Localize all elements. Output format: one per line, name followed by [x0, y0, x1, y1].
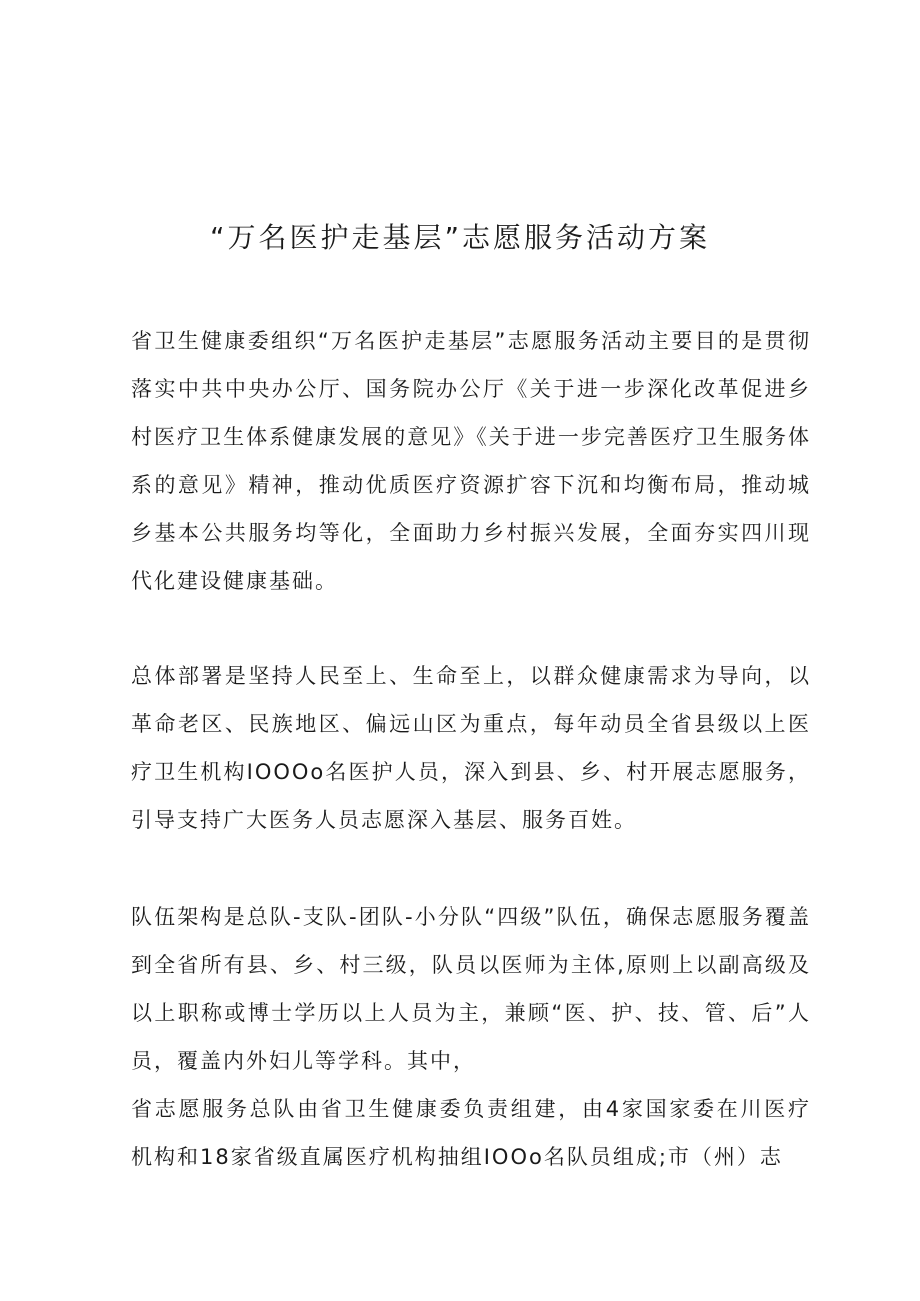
document-title: “万名医护走基层”志愿服务活动方案 [209, 221, 710, 254]
paragraph-team-structure: 队伍架构是总队-支队-团队-小分队“四级”队伍，确保志愿服务覆盖到全省所有县、乡、村三级，队员以医师为主体,原则上以副高级及以上职称或博士学历以上人员为主，兼顾“医、护、技、管、后”人员，覆盖内外妇儿等学科。其中， [131, 905, 811, 1073]
paragraph-purpose: 省卫生健康委组织“万名医护走基层”志愿服务活动主要目的是贯彻落实中共中央办公厅、国务院办公厅《关于进一步深化改革促进乡村医疗卫生体系健康发展的意见》《关于进一步完善医疗卫生服务体系的意见》精神，推动优质医疗资源扩容下沉和均衡布局，推动城乡基本公共服务均等化，全面助力乡村振兴发展，全面夯实四川现代化建设健康基础。 [131, 329, 811, 593]
paragraph-provincial-team: 省志愿服务总队由省卫生健康委负责组建，由4家国家委在川医疗机构和18家省级直属医疗机构抽组IOOo名队员组成;市（州）志 [131, 1097, 811, 1169]
paragraph-deployment: 总体部署是坚持人民至上、生命至上，以群众健康需求为导向，以革命老区、民族地区、偏远山区为重点，每年动员全省县级以上医疗卫生机构IOOOo名医护人员，深入到县、乡、村开展志愿服务，引导支持广大医务人员志愿深入基层、服务百姓。 [131, 664, 811, 832]
